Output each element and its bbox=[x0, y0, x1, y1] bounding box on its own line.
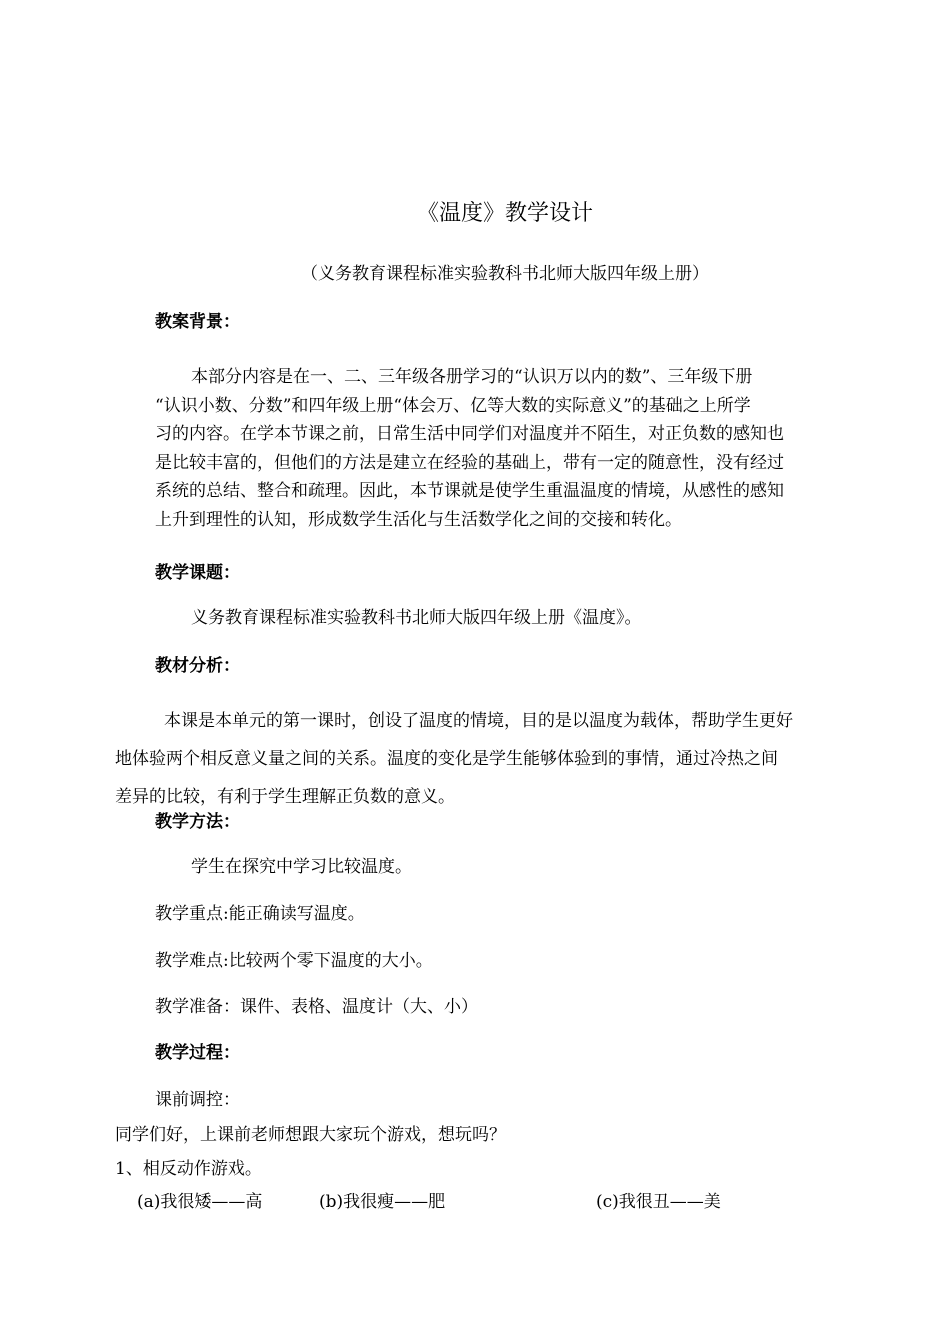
method-heading: 教学方法： bbox=[155, 812, 240, 832]
background-line: “认识小数、分数”和四年级上册“体会万、亿等大数的实际意义”的基础之上所学 bbox=[155, 395, 751, 416]
material-line: 差异的比较，有利于学生理解正负数的意义。 bbox=[115, 787, 455, 807]
background-line: 系统的总结、整合和疏理。因此，本节课就是使学生重温温度的情境，从感性的感知 bbox=[155, 481, 784, 501]
material-line: 地体验两个相反意义量之间的关系。温度的变化是学生能够体验到的事情，通过冷热之间 bbox=[115, 749, 778, 769]
document-subtitle: （义务教育课程标准实验教科书北师大版四年级上册） bbox=[301, 264, 709, 284]
process-heading: 教学过程： bbox=[155, 1043, 240, 1063]
material-heading: 教材分析： bbox=[155, 656, 240, 676]
background-line: 上升到理性的认知，形成数学生活化与生活数学化之间的交接和转化。 bbox=[155, 509, 682, 530]
game-item: (c)我很丑——美 bbox=[596, 1192, 721, 1212]
pre-class-label: 课前调控： bbox=[155, 1090, 240, 1110]
background-line: 是比较丰富的，但他们的方法是建立在经验的基础上，带有一定的随意性，没有经过 bbox=[155, 452, 784, 473]
difficulty: 教学难点:比较两个零下温度的大小。 bbox=[155, 951, 433, 971]
preparation: 教学准备：课件、表格、温度计（大、小） bbox=[155, 997, 478, 1017]
background-paragraph bbox=[155, 363, 784, 534]
topic-text: 义务教育课程标准实验教科书北师大版四年级上册《温度》。 bbox=[191, 608, 642, 628]
background-heading: 教案背景： bbox=[155, 312, 240, 332]
key-point: 教学重点:能正确读写温度。 bbox=[155, 904, 365, 924]
game-item: (a)我很矮——高 bbox=[137, 1192, 263, 1212]
topic-heading: 教学课题： bbox=[155, 563, 240, 583]
background-line: 本部分内容是在一、二、三年级各册学习的“认识万以内的数”、三年级下册 bbox=[191, 367, 753, 387]
document-title: 《温度》教学设计 bbox=[416, 201, 593, 226]
game-title: 1、相反动作游戏。 bbox=[115, 1159, 262, 1179]
game-item: (b)我很瘦——肥 bbox=[319, 1192, 446, 1212]
greeting-text: 同学们好，上课前老师想跟大家玩个游戏，想玩吗？ bbox=[115, 1125, 506, 1145]
background-line: 习的内容。在学本节课之前，日常生活中同学们对温度并不陌生，对正负数的感知也 bbox=[155, 424, 784, 444]
method-text: 学生在探究中学习比较温度。 bbox=[191, 857, 412, 877]
material-paragraph bbox=[115, 702, 793, 816]
material-line: 本课是本单元的第一课时，创设了温度的情境，目的是以温度为载体，帮助学生更好 bbox=[164, 711, 793, 731]
